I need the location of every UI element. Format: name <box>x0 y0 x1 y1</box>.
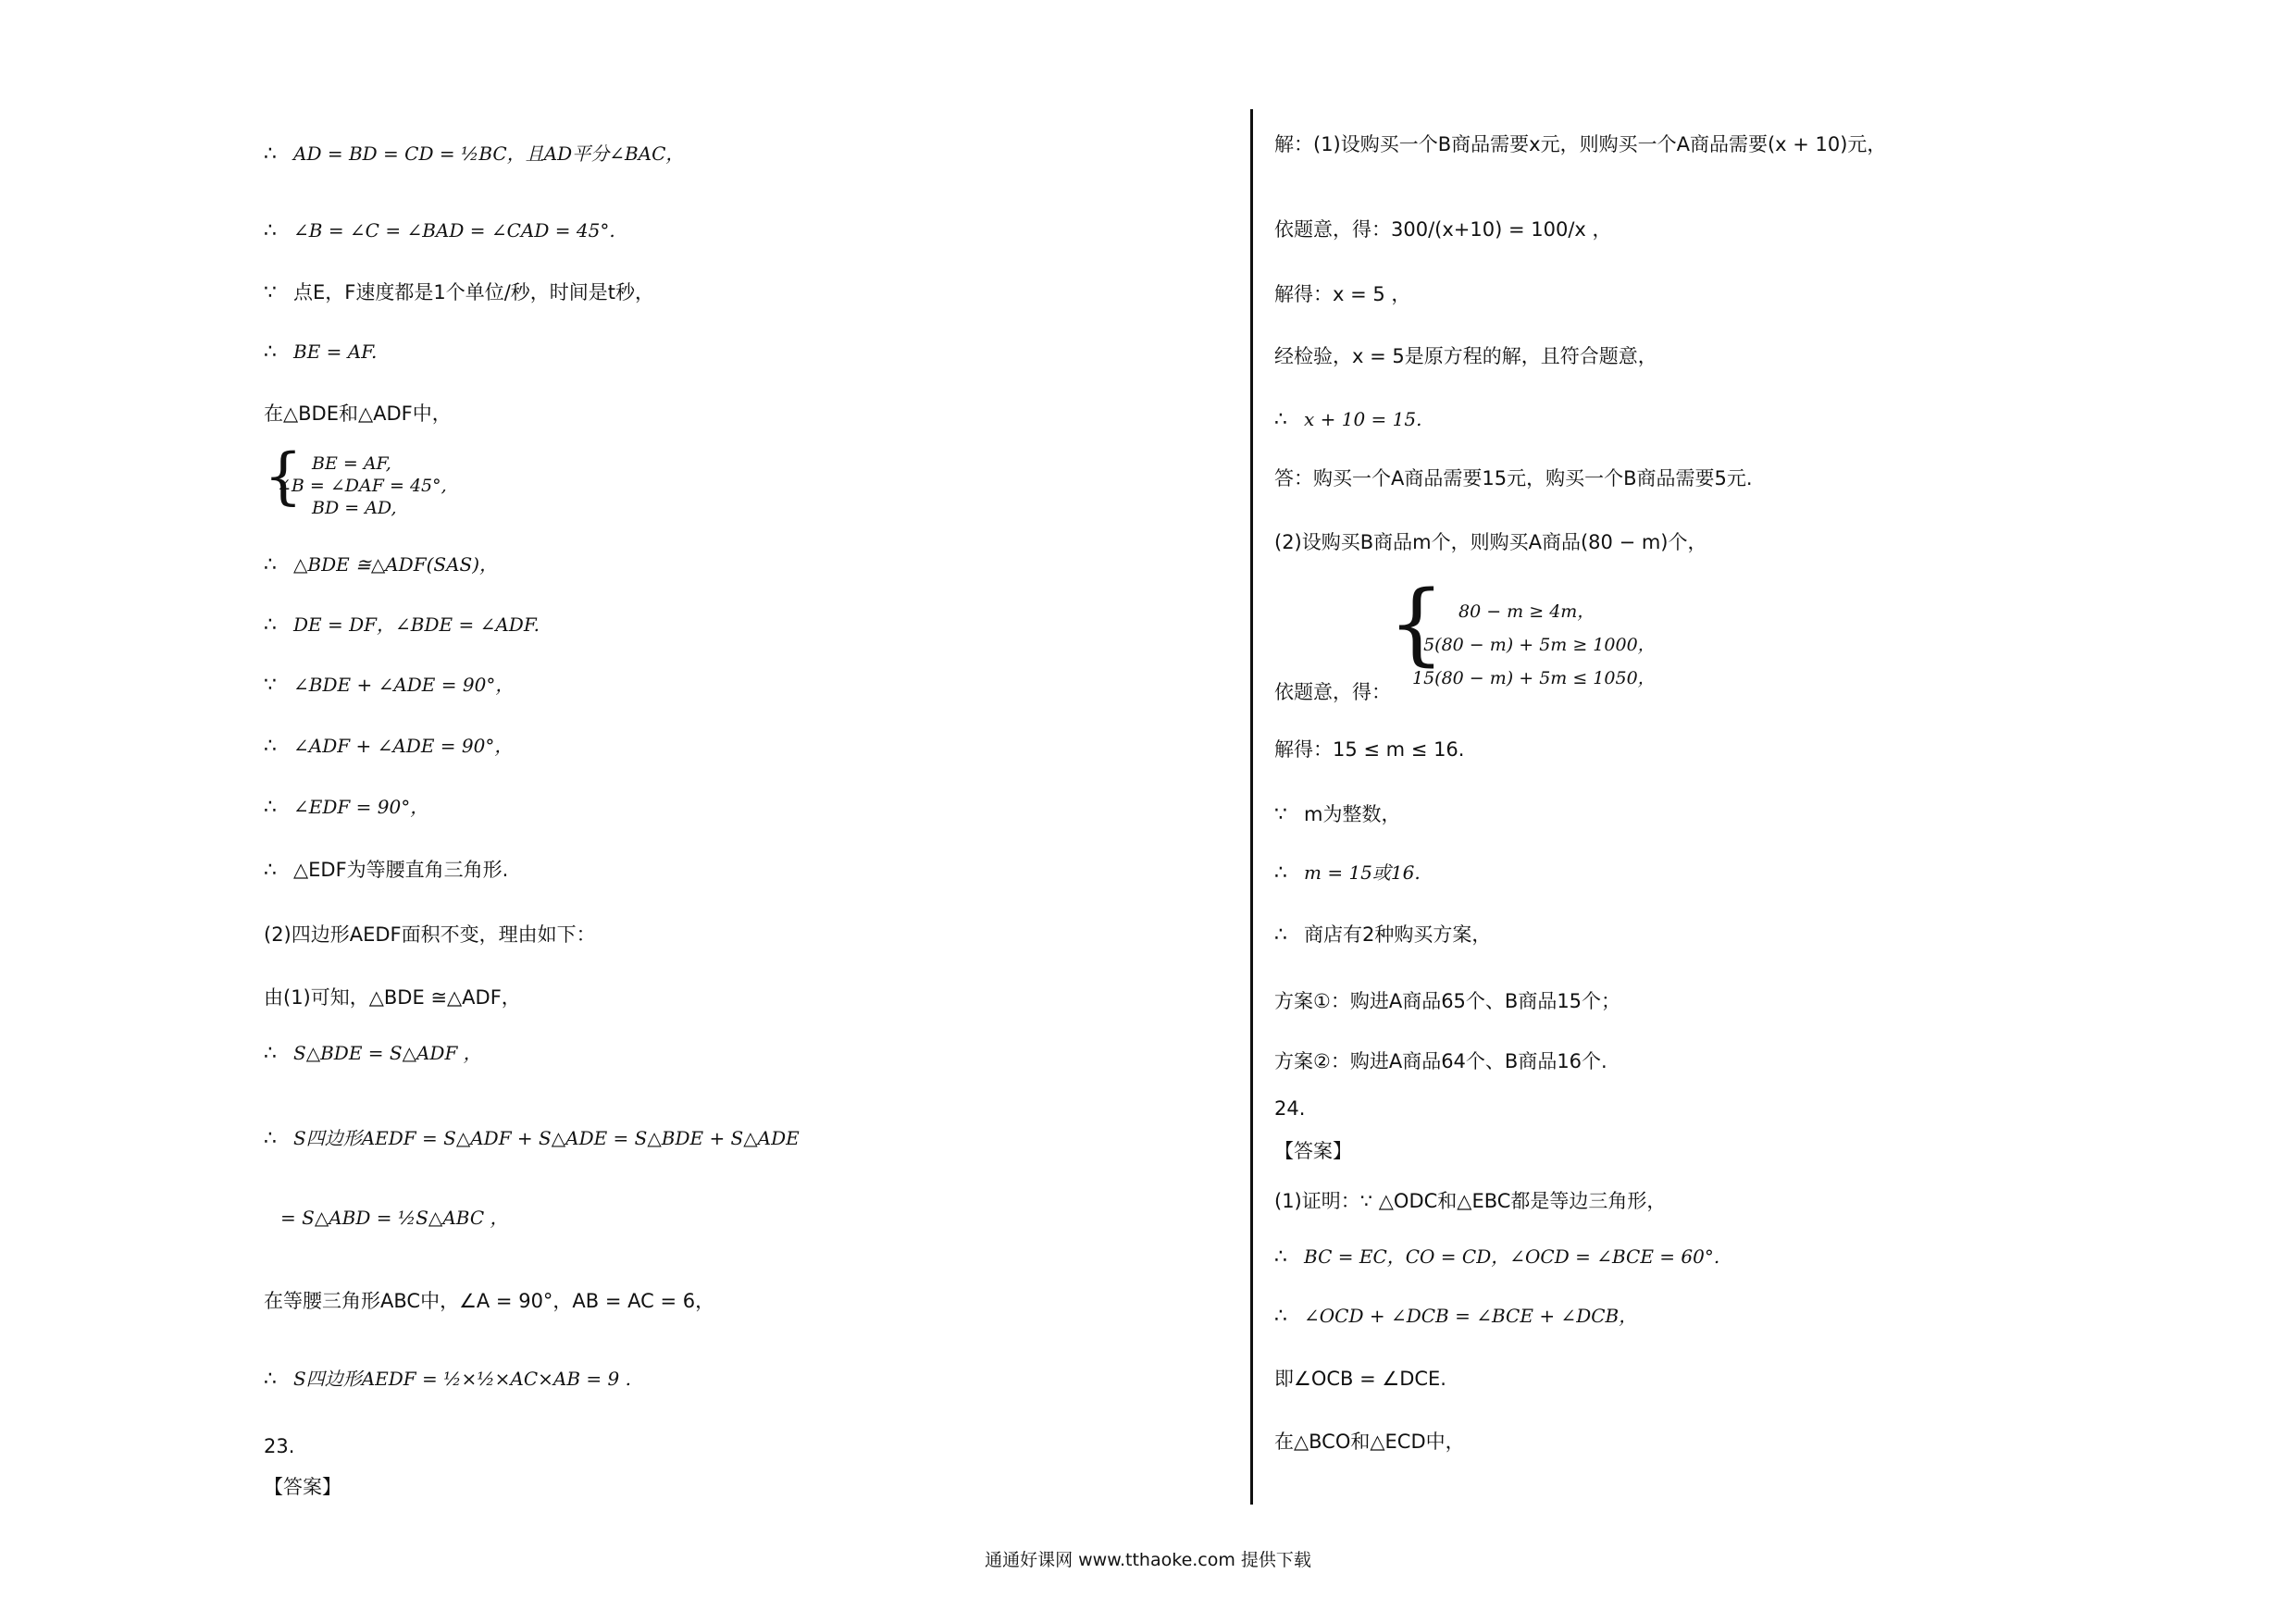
text-line: 解得：x = 5 ， <box>1274 283 1411 305</box>
text-line: ∵ m为整数， <box>1274 803 1401 826</box>
equation-system <box>264 440 504 520</box>
text-line: 由(1)可知，△BDE ≅△ADF， <box>264 986 521 1009</box>
text-line: ∴ BC = EC，CO = CD，∠OCD = ∠BCE = 60°. <box>1274 1245 1720 1269</box>
text-line: ∵ ∠BDE + ∠ADE = 90°， <box>264 674 515 697</box>
text-line: 在等腰三角形ABC中，∠A = 90°，AB = AC = 6， <box>264 1290 715 1312</box>
text-line: 即∠OCB = ∠DCE. <box>1274 1368 1446 1390</box>
text-line: ∴ BE = AF. <box>264 341 378 364</box>
inequality-system <box>1388 572 1666 690</box>
text-line: ∴ △EDF为等腰直角三角形. <box>264 859 509 882</box>
answer-heading: 【答案】 <box>1274 1140 1352 1162</box>
column-divider <box>1250 109 1253 1505</box>
text-line: (2)四边形AEDF面积不变，理由如下： <box>264 923 596 946</box>
text-line: ∵ 点E，F速度都是1个单位/秒，时间是t秒， <box>264 281 655 304</box>
text-line: ∴ AD = BD = CD = ½BC，且AD平分∠BAC， <box>264 142 685 166</box>
text-line: ∴ S四边形AEDF = S△ADF + S△ADE = S△BDE + S△ADE <box>264 1127 800 1150</box>
text-line: 在△BDE和△ADF中， <box>264 403 452 425</box>
text-line: ∴ S△BDE = S△ADF ， <box>264 1042 482 1065</box>
system-line: BD = AD, <box>312 498 397 518</box>
question-number: 24. <box>1274 1097 1306 1120</box>
text-line: ∴ ∠OCD + ∠DCB = ∠BCE + ∠DCB， <box>1274 1305 1638 1328</box>
text-line: ∴ ∠EDF = 90°， <box>264 796 429 819</box>
text-line: ∴ 商店有2种购买方案， <box>1274 923 1492 947</box>
left-brace: { <box>264 440 303 512</box>
text-line: (1)证明：∵ △ODC和△EBC都是等边三角形， <box>1274 1190 1667 1212</box>
page-footer: 通通好课网 www.tthaoke.com 提供下载 <box>985 1550 1311 1570</box>
text-line: 方案②：购进A商品64个、B商品16个. <box>1274 1050 1607 1072</box>
text-line: ∴ △BDE ≅△ADF(SAS)， <box>264 553 499 576</box>
system-line: 80 − m ≥ 4m， <box>1458 601 1595 622</box>
text-line: = S△ABD = ½S△ABC ， <box>280 1207 509 1229</box>
text-line: ∴ ∠B = ∠C = ∠BAD = ∠CAD = 45°. <box>264 219 615 242</box>
system-line: 15(80 − m) + 5m ≤ 1050， <box>1412 668 1656 688</box>
question-number: 23. <box>264 1435 295 1457</box>
text-line: (2)设购买B商品m个，则购买A商品(80 − m)个， <box>1274 531 1707 553</box>
text-line: 依题意，得：300/(x+10) = 100/x ， <box>1274 218 1612 241</box>
text-line: 解：(1)设购买一个B商品需要x元，则购买一个A商品需要(x + 10)元， <box>1274 133 1887 155</box>
text-line: 依题意，得： <box>1274 681 1391 703</box>
system-line: BE = AF, <box>312 453 391 474</box>
text-line: 在△BCO和△ECD中， <box>1274 1431 1465 1453</box>
system-line: ∠B = ∠DAF = 45°, <box>277 476 447 496</box>
text-line: ∴ x + 10 = 15. <box>1274 408 1422 431</box>
text-line: 解得：15 ≤ m ≤ 16. <box>1274 738 1465 761</box>
text-line: 经检验，x = 5是原方程的解，且符合题意， <box>1274 345 1657 367</box>
text-line: ∴ ∠ADF + ∠ADE = 90°， <box>264 735 514 758</box>
system-line: 15(80 − m) + 5m ≥ 1000， <box>1412 635 1656 655</box>
text-line: ∴ S四边形AEDF = ½×½×AC×AB = 9 . <box>264 1368 631 1391</box>
text-line: ∴ m = 15或16. <box>1274 861 1421 885</box>
text-line: 方案①：购进A商品65个、B商品15个； <box>1274 990 1621 1012</box>
text-line: 答：购买一个A商品需要15元，购买一个B商品需要5元. <box>1274 467 1753 489</box>
text-line: ∴ DE = DF，∠BDE = ∠ADF. <box>264 613 540 637</box>
answer-heading: 【答案】 <box>264 1476 341 1498</box>
left-brace: { <box>1388 572 1446 675</box>
